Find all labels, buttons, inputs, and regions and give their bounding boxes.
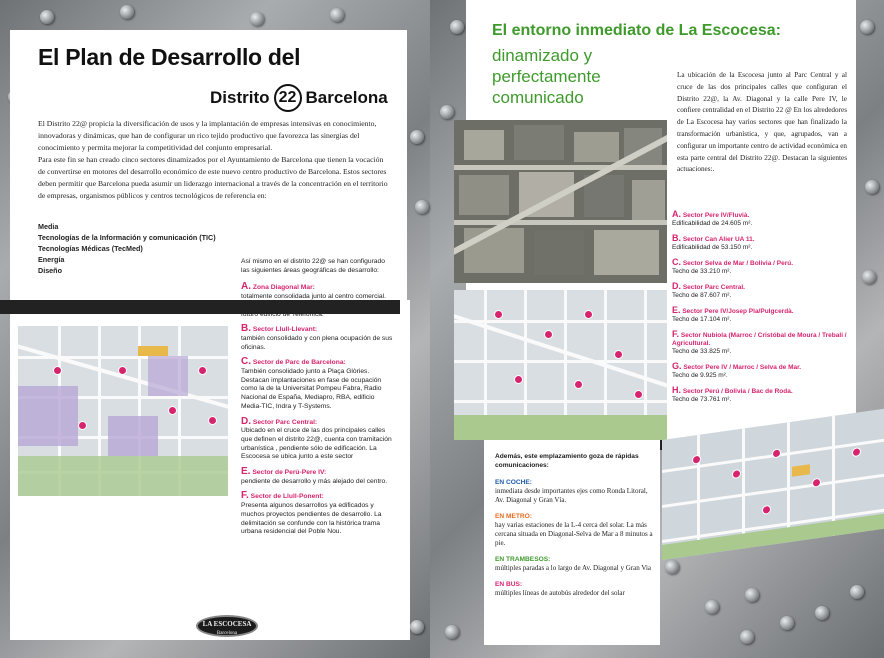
action-name: Sector Nubiola (Marroc / Cristóbal de Moura / Trebali / Agricultural. — [672, 332, 847, 347]
transport-label: EN BUS: — [495, 581, 523, 588]
area-name: Sector de Perú-Pere IV: — [252, 469, 327, 477]
area-letter: F. — [241, 490, 249, 502]
logo-subtext: Barcelona — [216, 631, 238, 636]
area-name: Zona Diagonal Mar: — [252, 284, 315, 292]
rivet-icon — [865, 180, 879, 194]
rivet-icon — [860, 20, 874, 34]
action-item — [672, 386, 852, 404]
action-detail: Techo de 9.925 m². — [672, 372, 728, 379]
area-text: Presenta algunos desarrollos ya edificados y muchos proyectos pendientes de desarrollo. La delimitación se confunde con la histórica trama urbana residencial del Poble Nou. — [241, 502, 382, 536]
transport-item — [495, 512, 655, 548]
logo-text: LA ESCOCESA — [202, 620, 252, 628]
transport-text: hay varias estaciones de la L-4 cerca del solar. La más cercana situada en Diagonal-Selva de Mar a 8 minutos a pie. — [495, 521, 653, 547]
intro-paragraph-1: El Distrito 22@ propicia la diversificación de usos y la implantación de empresas intensivas en conocimiento, innovadoras y dinámicas, que han de configurar un rico tejido productivo que favorezca las sinergias del conocimiento y permita mejorar la competitividad del conjunto empresarial. — [38, 119, 377, 152]
transport-text: múltiples paradas a lo largo de Av. Diagonal y Gran Via — [495, 564, 652, 572]
distrito-logo — [210, 84, 388, 112]
action-letter: D. — [672, 281, 681, 291]
map-marker — [584, 310, 593, 319]
action-letter: F. — [672, 329, 680, 339]
area-letter: D. — [241, 415, 251, 427]
aerial-photo — [454, 120, 667, 283]
area-text: También consolidado junto a Plaça Glòries. Destacan implantaciones en fase de ocupación como la de la Universitat Pompeu Fabra, Radio Nacional de España, Mediapro, RBA, edificio Media-TIC, Indra y T-Systems. — [241, 368, 382, 410]
area-item — [241, 358, 393, 411]
sector-item: Tecnologías de la Información y comunicación (TIC) — [38, 233, 216, 242]
comm-intro: Además, este emplazamiento goza de rápidas comunicaciones: — [495, 453, 639, 469]
rivet-icon — [250, 12, 264, 26]
transport-item — [495, 555, 655, 573]
action-name: Sector Pere IV / Marroc / Selva de Mar. — [683, 364, 802, 371]
area-text: también consolidado y con plena ocupación de sus oficinas. — [241, 334, 393, 351]
transport-label: EN TRAMBESOS: — [495, 556, 551, 563]
rivet-icon — [450, 20, 464, 34]
action-detail: Techo de 17.104 m². — [672, 316, 732, 323]
map-marker — [614, 350, 623, 359]
left-intro — [38, 118, 390, 202]
area-letter: C. — [241, 356, 251, 368]
rivet-icon — [40, 10, 54, 24]
action-letter: C. — [672, 257, 681, 267]
area-letter: A. — [241, 281, 251, 293]
map-marker — [53, 366, 62, 375]
subtitle-line: perfectamente — [492, 67, 601, 86]
area-item — [241, 468, 393, 486]
transport-text: múltiples líneas de autobús alrededor del solar — [495, 589, 625, 597]
transport-text: inmediata desde importantes ejes como Ronda Litoral, Av. Diagonal y Gran Vía. — [495, 487, 648, 504]
action-detail: Techo de 33.825 m². — [672, 348, 732, 355]
subtitle-line: comunicado — [492, 88, 584, 107]
transport-item — [495, 478, 655, 505]
rivet-icon — [410, 130, 424, 144]
action-name: Sector Pere IV/Josep Pla/Pulgcerdà. — [682, 308, 794, 315]
map-marker — [208, 416, 217, 425]
map-marker — [812, 478, 821, 488]
action-item — [672, 330, 852, 356]
sector-list — [38, 221, 216, 276]
district-map-left — [18, 326, 228, 496]
map-marker — [494, 310, 503, 319]
action-name: Sector Selva de Mar / Bolivia / Perú. — [682, 260, 793, 267]
rivet-icon — [440, 105, 454, 119]
transport-label: EN COCHE: — [495, 479, 532, 486]
action-letter: G. — [672, 361, 682, 371]
map-marker — [634, 390, 643, 399]
area-name: Sector de Llull-Ponent: — [250, 493, 324, 501]
area-item — [241, 325, 393, 352]
area-name: Sector de Parc de Barcelona: — [252, 359, 346, 367]
map-marker — [574, 380, 583, 389]
transport-item — [495, 580, 655, 598]
area-name: Sector Llull-Llevant: — [252, 326, 318, 334]
action-item — [672, 362, 852, 380]
transport-label: EN METRO: — [495, 513, 532, 520]
action-name: Sector Can Alier UA 11. — [682, 236, 755, 243]
action-name: Sector Perú / Bolivia / Bac de Roda. — [682, 388, 793, 395]
left-title: El Plan de Desarrollo del — [38, 44, 301, 70]
rivet-icon — [445, 625, 459, 639]
rivet-icon — [415, 200, 429, 214]
rivet-icon — [850, 585, 864, 599]
barcelona-text: Barcelona — [305, 88, 388, 107]
map-marker — [852, 447, 861, 457]
map-marker — [544, 330, 553, 339]
action-item — [672, 258, 852, 276]
action-item — [672, 306, 852, 324]
action-detail: Edificabilidad de 53.150 m². — [672, 244, 753, 251]
rivet-icon — [120, 5, 134, 19]
sector-item: Media — [38, 222, 59, 231]
action-item — [672, 210, 852, 228]
rivet-icon — [815, 606, 829, 620]
map-marker — [514, 375, 523, 384]
area-text: Ubicado en el cruce de las dos principales calles que definen el distrito 22@, cuenta con tramitación urbanística , pendiente sólo de edificación. La Escocesa se ubica junto a este sector — [241, 427, 392, 461]
area-name: Sector Parc Central: — [252, 418, 318, 426]
right-paragraph: La ubicación de la Escocesa junto al Parc Central y al cruce de las dos principales calles que configuran el Distrito 22@, la Av. Diagonal y la calle Pere IV, le confiere centralidad en el Distrito 22 @ En los alrededores de La Escocesa hay varios sectores que han finalizado la transformación urbanística, y que, agrupados, van a configurar un importante centro de actividad económica en esta parte central del Distrito 22@. Destacan la siguientes actuaciones:. — [677, 71, 847, 174]
area-letter: B. — [241, 323, 251, 335]
rivet-icon — [665, 560, 679, 574]
action-item — [672, 282, 852, 300]
sector-item: Diseño — [38, 266, 62, 275]
rivet-icon — [740, 630, 754, 644]
area-item — [241, 492, 393, 537]
map-marker — [732, 469, 741, 479]
action-detail: Techo de 33.210 m². — [672, 268, 732, 275]
area-text: pendiente de desarrollo y más alejado del centro. — [241, 477, 388, 485]
district-map-right — [454, 290, 667, 440]
action-letter: A. — [672, 209, 681, 219]
areas-intro: Así mismo en el distrito 22@ se han configurado las siguientes áreas geográficas de desarrollo: — [241, 258, 385, 274]
rivet-icon — [705, 600, 719, 614]
sector-item: Energía — [38, 255, 65, 264]
la-escocesa-logo — [196, 615, 258, 637]
action-item — [672, 234, 852, 252]
intro-paragraph-2: Para este fin se han creado cinco sectores dinamizados por el Ayuntamiento de Barcelona que tienen la vocación de convertirse en motores del desarrollo económico de este nuevo centro productivo de Barcelona. Estos sectores deben permitir que Barcelona pueda asumir un liderazgo internacional a través de la concentración en el territorio de empresas, organismos públicos y centros tecnológicos de referencia en: — [38, 155, 388, 200]
actions-list — [672, 210, 852, 404]
action-name: Sector Pere IV/Fluvià. — [682, 212, 750, 219]
rivet-icon — [862, 270, 876, 284]
sector-item: Tecnologías Médicas (TecMed) — [38, 244, 143, 253]
map-marker — [772, 448, 781, 458]
distrito-text: Distrito — [210, 88, 270, 107]
map-marker — [198, 366, 207, 375]
district-22-badge: 22 — [274, 84, 302, 112]
area-item — [241, 283, 393, 319]
subtitle-line: dinamizado y — [492, 46, 593, 65]
rivet-icon — [410, 620, 424, 634]
action-name: Sector Parc Central. — [682, 284, 745, 291]
right-subtitle — [492, 45, 601, 108]
action-letter: B. — [672, 233, 681, 243]
action-letter: E. — [672, 305, 681, 315]
right-title: El entorno inmediato de La Escocesa: — [492, 22, 781, 39]
map-marker — [168, 406, 177, 415]
map-marker — [78, 421, 87, 430]
areas-column — [241, 258, 393, 537]
area-item — [241, 415, 393, 463]
area-text: totalmente consolidada junto al centro comercial. Destacan entre otros los edificios del Forum y el futuro edificio de Telefónica. — [241, 293, 386, 318]
action-letter: H. — [672, 385, 681, 395]
action-detail: Techo de 73.761 m². — [672, 396, 732, 403]
area-letter: E. — [241, 466, 251, 478]
communications — [495, 452, 655, 598]
action-detail: Edificabilidad de 24.605 m². — [672, 220, 753, 227]
rivet-icon — [780, 616, 794, 630]
map-marker — [118, 366, 127, 375]
rivet-icon — [330, 8, 344, 22]
action-detail: Techo de 87.607 m². — [672, 292, 732, 299]
map-marker — [762, 505, 771, 515]
rivet-icon — [745, 588, 759, 602]
